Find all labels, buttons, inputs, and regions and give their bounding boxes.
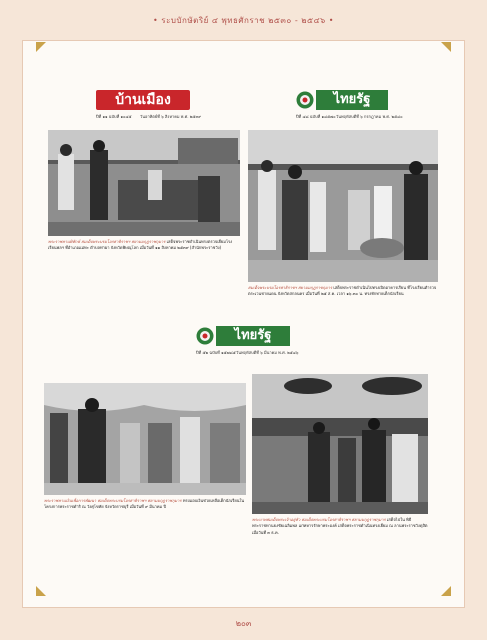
caption-lead: พระราชทานพิทักษ์ — [48, 239, 80, 244]
corner-ornament-icon — [441, 42, 451, 52]
masthead-date: วันพฤหัสบดีที่ ๖ มีนาคม พ.ศ. ๒๕๔๖ — [236, 350, 299, 355]
caption-body: เสด็จไปใน พิธีพระราชทานธงชัยเฉลิมพล แก่ทหารรักษาพระองค์ เสด็จพระราชดำเนินทรงเยี่ยม ณ ลานพระราชวังดุสิต เมื่อวันที่ ๓ ธ.ค. — [252, 517, 428, 535]
caption-body: เสด็จพระราชดำเนินไปทรงเปิดอาคารเรียน ที่โรงเรียนตำรวจตระเวนชายแดน จังหวัดสกลนคร เมื่อวันที่ ๒๕ ส.ค. เวลา ๑๖.๓๐ น. ทรงทักทายเด็กนักเรียน — [248, 285, 437, 297]
corner-ornament-icon — [36, 586, 46, 596]
caption-body: เสด็จพระราชดำเนินทรงตรวจเยี่ยมโรงเรียนพลฯ ที่อำเภอแม่ทะ ตำบลท่าผา จังหวัดพิษณุโลก เมื่อวันที่ ๑๑ สิงหาคม ๒๕๓๙ (สำนักพระราชวัง) — [48, 239, 233, 251]
corner-ornament-icon — [441, 586, 451, 596]
photo-caption — [48, 239, 240, 252]
masthead-issue: ปีที่ ๑๑ ฉบับที่ ๑๐๔๕ — [96, 114, 132, 119]
newspaper-masthead — [196, 326, 299, 360]
news-photo — [48, 130, 240, 236]
caption-royal: สมเด็จพระบรมโอรสาธิราชฯ สยามมกุฎราชกุมาร — [248, 285, 333, 290]
newspaper-masthead — [296, 90, 403, 124]
news-photo — [44, 383, 246, 495]
emblem-icon — [296, 91, 314, 109]
masthead-date: วันอาทิตย์ที่ ๖ สิงหาคม พ.ศ. ๒๕๓๙ — [140, 114, 202, 119]
caption-lead: พระบาทสมเด็จพระเจ้าอยู่หัว — [252, 517, 301, 522]
emblem-icon — [196, 327, 214, 345]
caption-royal: สมเด็จพระบรมโอรสาธิราชฯ สยามมกุฎราชกุมาร — [81, 239, 166, 244]
page-number: ๒๐๓ — [235, 619, 252, 628]
masthead-logo: ไทยรัฐ — [316, 90, 388, 110]
masthead-logo: ไทยรัฐ — [216, 326, 290, 346]
photo-caption — [252, 517, 428, 536]
masthead-logo: บ้านเมือง — [96, 90, 190, 110]
caption-lead: พระราชทานเงินเพื่อการพัฒนา — [44, 498, 97, 503]
masthead-issue: ปีที่ ๔๘ ฉบับที่ ๑๔๕๗๐ — [296, 114, 336, 119]
caption-royal: สมเด็จพระบรมโอรสาธิราชฯ สยามมกุฎราชกุมาร — [97, 498, 182, 503]
photo-caption — [44, 498, 246, 511]
masthead-date: วันพฤหัสบดีที่ ๖ กรกฎาคม พ.ศ. ๒๕๔๐ — [336, 114, 403, 119]
caption-royal: สมเด็จพระบรมโอรสาธิราชฯ สยามมกุฎราชกุมาร — [301, 517, 386, 522]
corner-ornament-icon — [36, 42, 46, 52]
news-photo — [252, 374, 428, 514]
masthead-issue: ปีที่ ๕๒ ฉบับที่ ๑๕๗๘๕ — [196, 350, 236, 355]
header-title: • ระบบักษัตริย์ ๔ พุทธศักราช ๒๕๓๐ - ๒๕๔๖ • — [153, 16, 334, 25]
newspaper-masthead — [96, 90, 202, 124]
photo-caption — [248, 285, 438, 298]
caption-body: ทรงมอบเงินช่วยเหลือเด็กนักเรียนในโครงการพระราชดำริ ณ วังศุโขทัย จังหวัดราชบุรี เมื่อวันที่ ๙ มีนาคม ปี — [44, 498, 245, 510]
news-photo — [248, 130, 438, 282]
